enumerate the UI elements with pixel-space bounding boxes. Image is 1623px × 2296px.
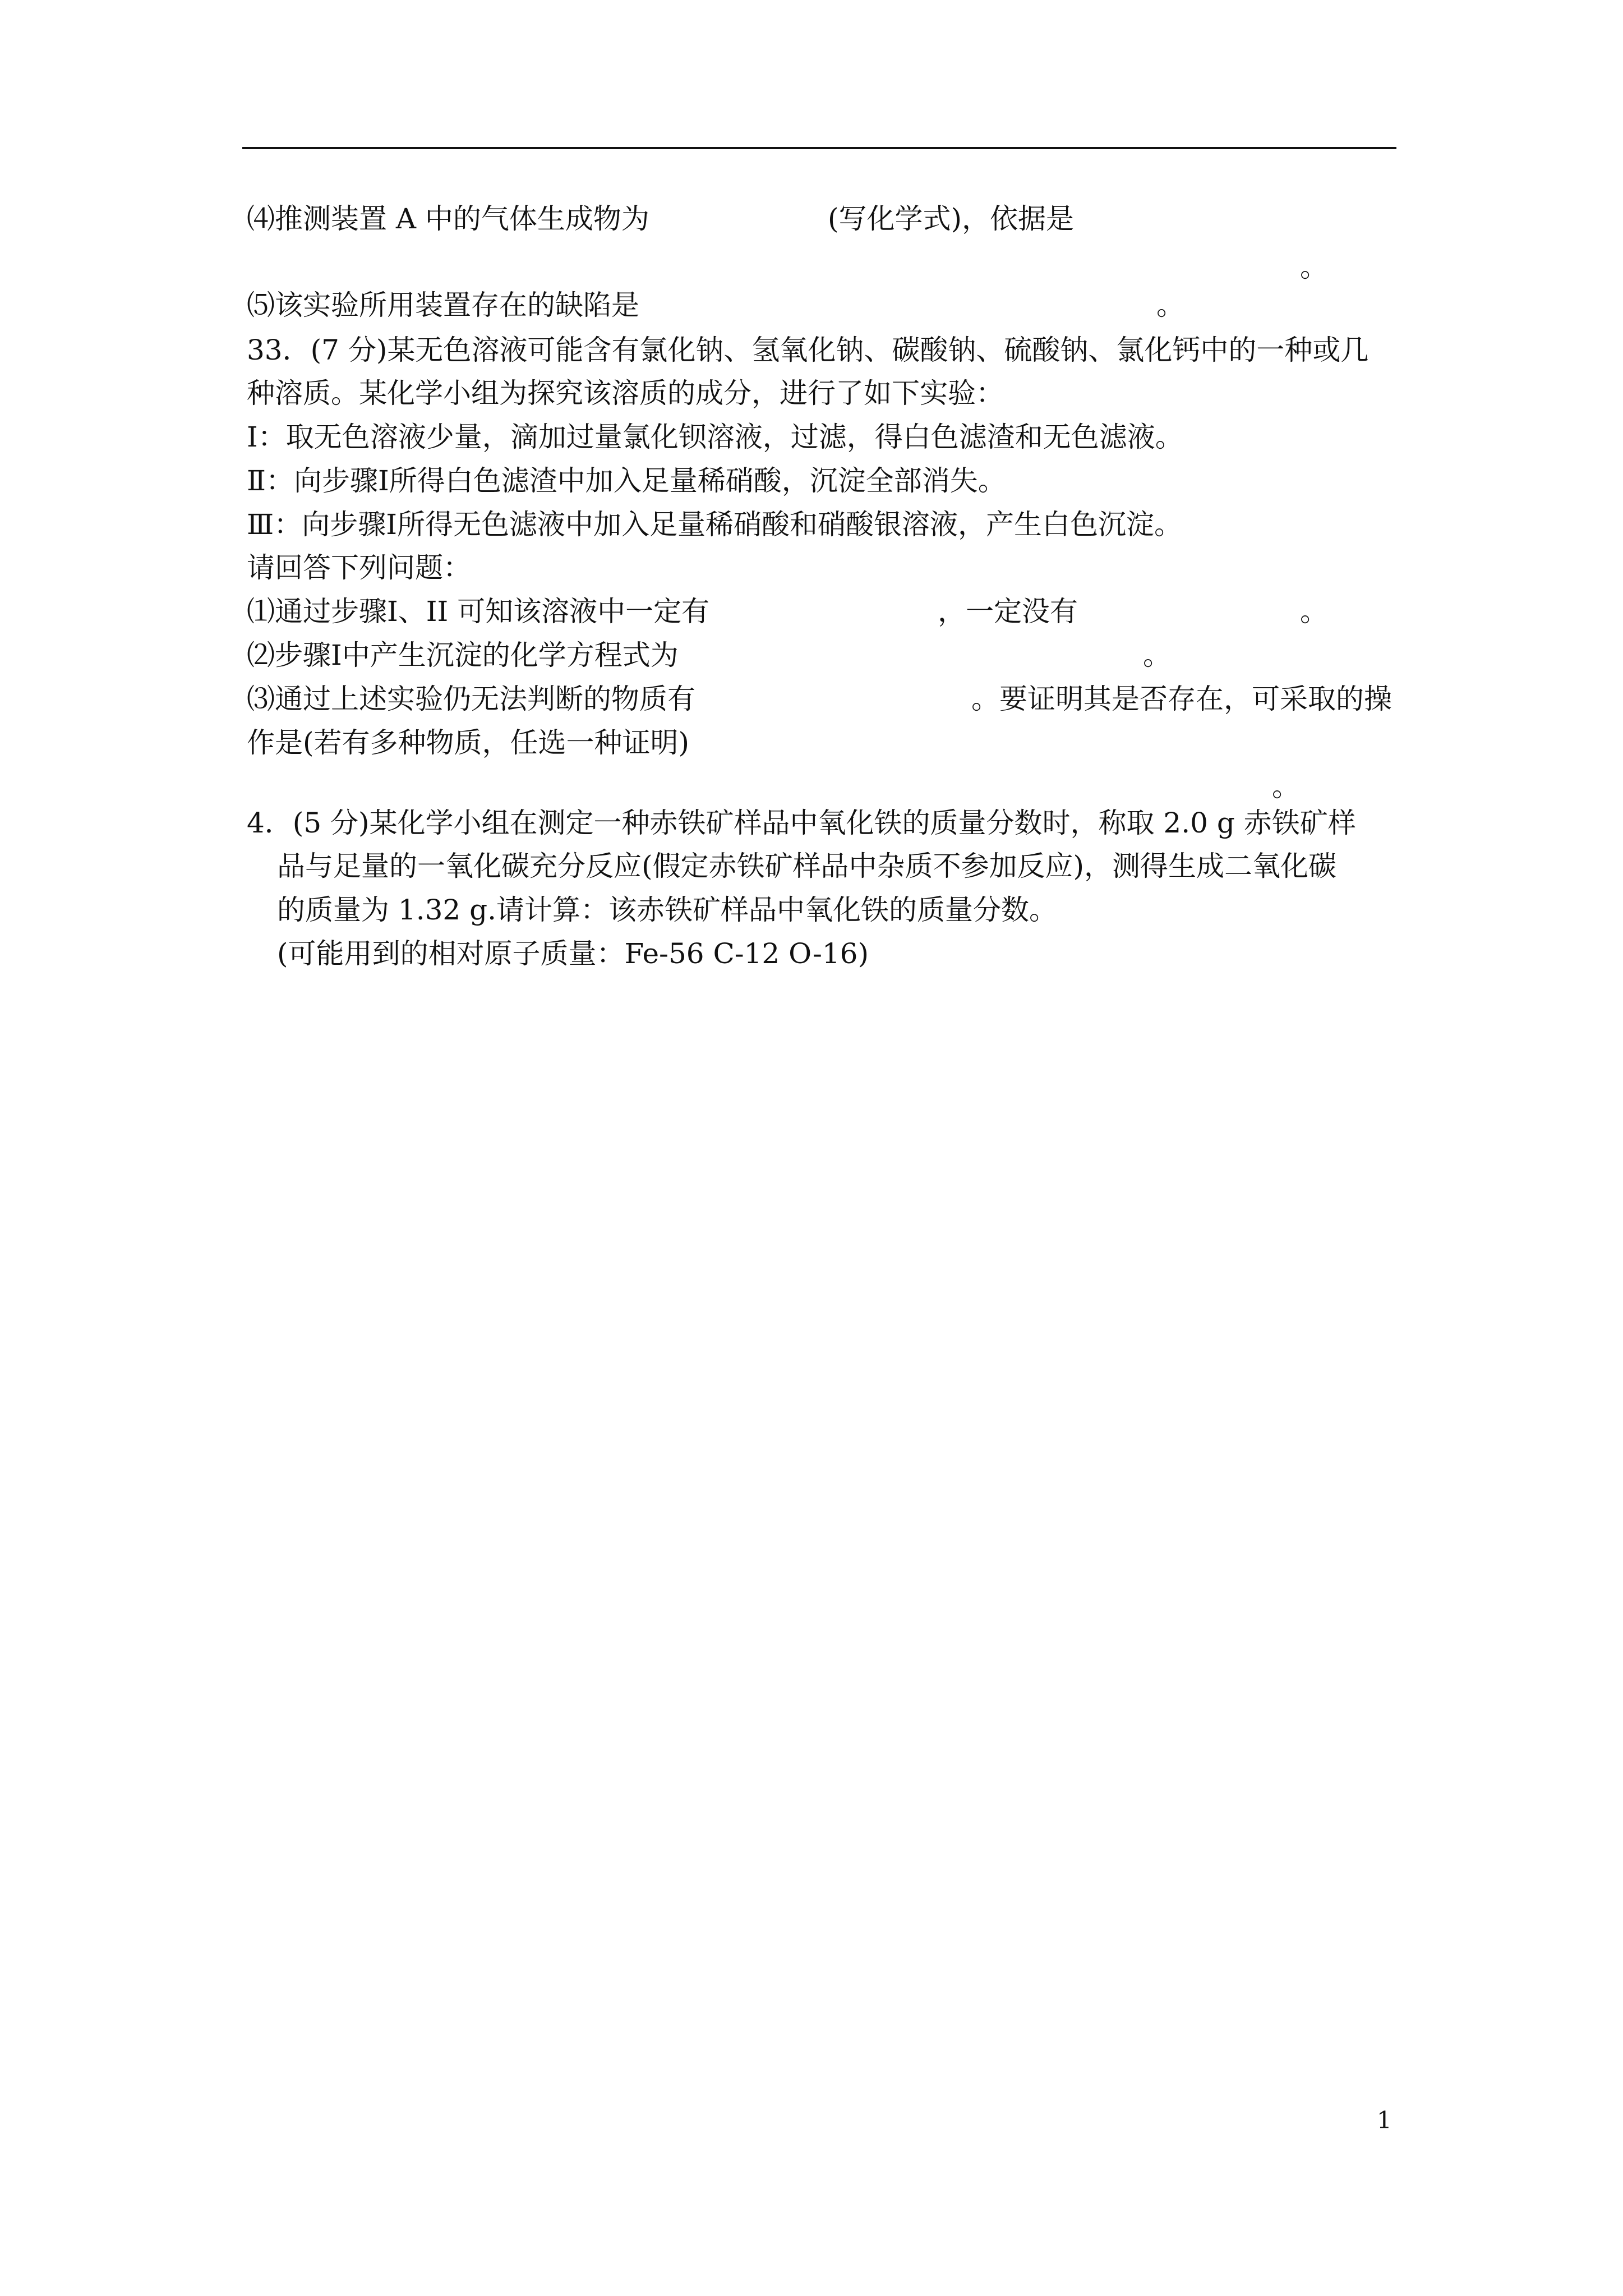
header-rule xyxy=(242,147,1396,149)
q33-answer3-end: 。 xyxy=(1272,770,1300,803)
q34-line4: (可能用到的相对原子质量：Fe-56 C-12 O-16) xyxy=(277,937,869,970)
q33-answer3-text: ⑶通过上述实验仍无法判断的物质有 xyxy=(247,683,695,715)
q33-answer3-text-c: 作是(若有多种物质，任选一种证明) xyxy=(247,726,690,759)
q34-line1: 4．(5 分)某化学小组在测定一种赤铁矿样品中氧化铁的质量分数时，称取 2.0 g 赤铁矿样 xyxy=(247,807,1356,839)
q33-intro-line2: 种溶质。某化学小组为探究该溶质的成分，进行了如下实验： xyxy=(247,377,1004,409)
page-number: 1 xyxy=(1377,2106,1392,2134)
q32-part4-text: ⑷推测装置 A 中的气体生成物为 xyxy=(247,203,649,235)
q33-step2: Ⅱ：向步骤Ⅰ所得白色滤渣中加入足量稀硝酸，沉淀全部消失。 xyxy=(247,464,1006,497)
q32-part4-end: 。 xyxy=(1300,251,1328,283)
q33-intro-line1: 33．(7 分)某无色溶液可能含有氯化钠、氢氧化钠、碳酸钠、硫酸钠、氯化钙中的一种或几 xyxy=(247,334,1369,366)
q33-answer1-end: 。 xyxy=(1300,595,1328,628)
q33-answer2-end: 。 xyxy=(1143,639,1171,671)
q33-answer1-text-b: ，一定没有 xyxy=(938,595,1078,628)
q33-answer3-text-b: 。要证明其是否存在，可采取的操 xyxy=(971,683,1392,715)
q33-prompt: 请回答下列问题： xyxy=(247,551,471,584)
q33-answer2-text: ⑵步骤Ⅰ中产生沉淀的化学方程式为 xyxy=(247,639,679,671)
q32-part4-text-b: (写化学式)，依据是 xyxy=(828,203,1075,235)
q33-step3: Ⅲ：向步骤Ⅰ所得无色滤液中加入足量稀硝酸和硝酸银溶液，产生白色沉淀。 xyxy=(247,508,1182,541)
q32-part5-text: ⑸该实验所用装置存在的缺陷是 xyxy=(247,289,639,321)
q33-answer1-text: ⑴通过步骤Ⅰ、II 可知该溶液中一定有 xyxy=(247,595,710,628)
q34-line3: 的质量为 1.32 g.请计算：该赤铁矿样品中氧化铁的质量分数。 xyxy=(277,894,1058,926)
q33-step1: Ⅰ：取无色溶液少量，滴加过量氯化钡溶液，过滤，得白色滤渣和无色滤液。 xyxy=(247,421,1183,453)
q34-line2: 品与足量的一氧化碳充分反应(假定赤铁矿样品中杂质不参加反应)，测得生成二氧化碳 xyxy=(277,850,1337,882)
q32-part5-end: 。 xyxy=(1156,289,1184,321)
